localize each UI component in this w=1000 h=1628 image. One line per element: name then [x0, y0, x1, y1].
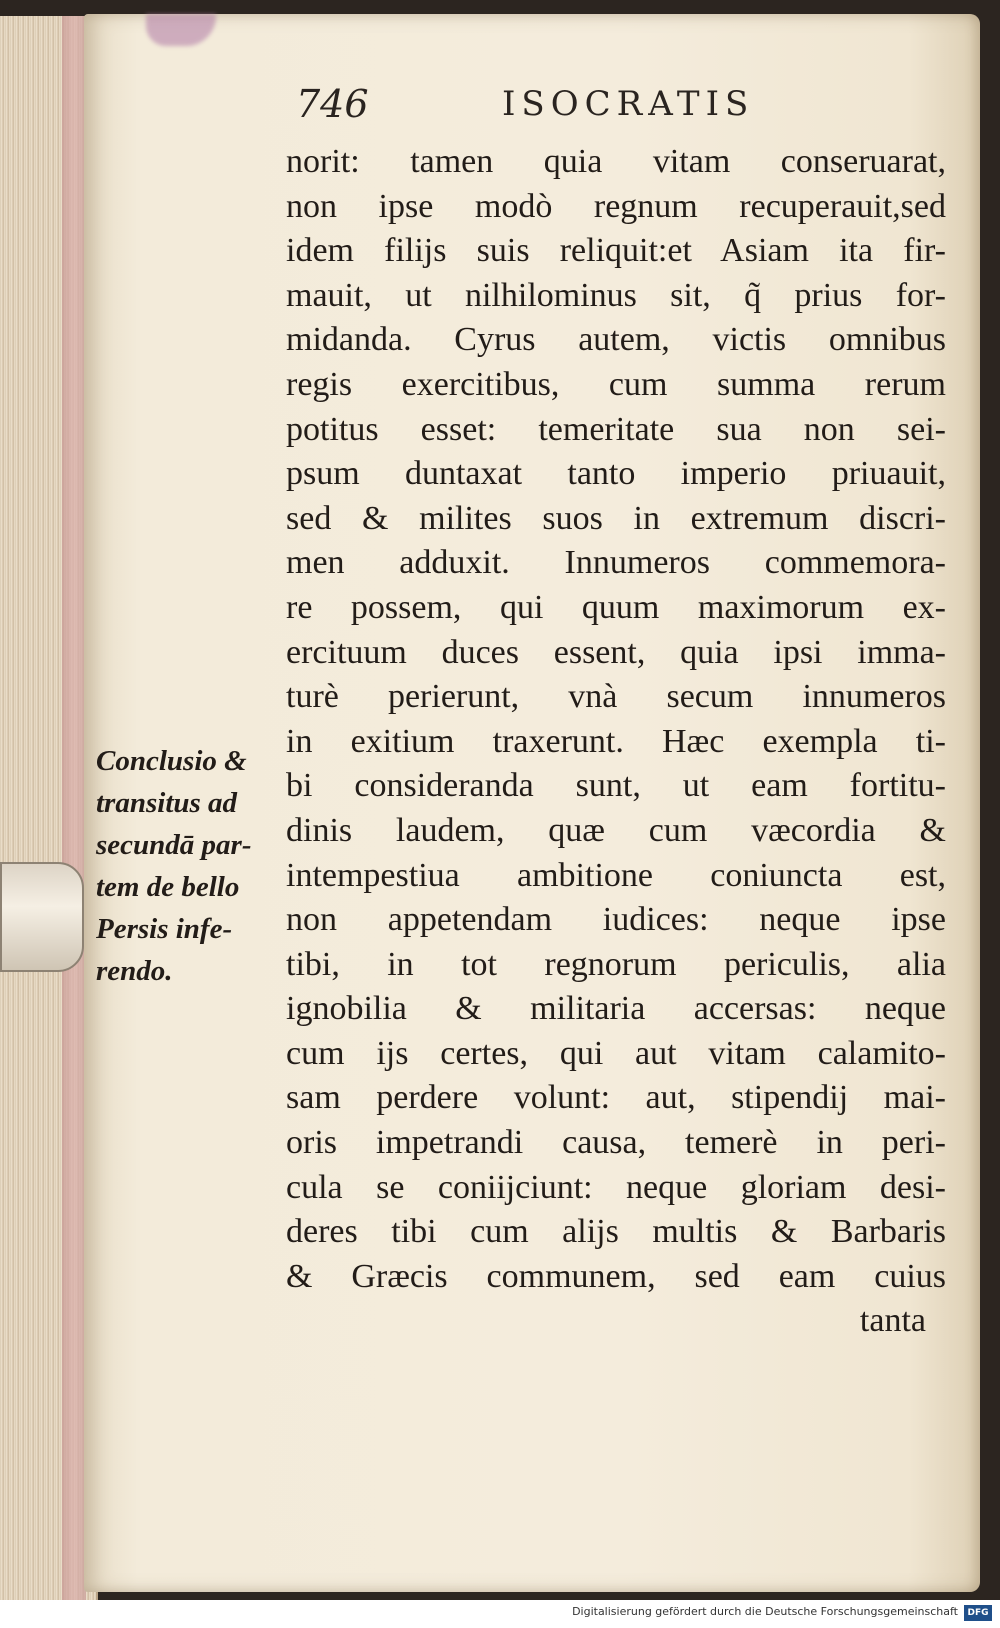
marginal-note-line: tem de bello	[96, 871, 240, 903]
text-line: non appetendam iudices: neque ipse	[286, 901, 946, 939]
text-line: deres tibi cum alijs multis & Barbaris	[286, 1213, 946, 1251]
text-line: non ipse modò regnum recuperauit,sed	[286, 187, 946, 225]
text-line: regis exercitibus, cum summa rerum	[286, 365, 946, 403]
text-line: re possem, qui quum maximorum ex-	[286, 588, 946, 626]
catchword: tanta	[859, 1302, 926, 1340]
text-line: oris impetrandi causa, temerè in peri-	[286, 1124, 946, 1162]
marginal-note-line: rendo.	[96, 955, 173, 987]
text-line: mauit, ut nilhilominus sit, q̃ prius for-	[286, 276, 946, 314]
dfg-logo: DFG	[964, 1605, 992, 1621]
text-line: sed & milites suos in extremum discri-	[286, 499, 946, 537]
text-line: men adduxit. Innumeros commemora-	[286, 544, 946, 582]
marginal-note	[96, 740, 284, 992]
running-title: ISOCRATIS	[502, 84, 755, 124]
text-line: ignobilia & militaria accersas: neque	[286, 990, 946, 1028]
text-line: turè perierunt, vnà secum innumeros	[286, 678, 946, 716]
red-fore-edge	[62, 16, 86, 1600]
text-line: tibi, in tot regnorum periculis, alia	[286, 945, 946, 983]
text-line: bi consideranda sunt, ut eam fortitu-	[286, 767, 946, 805]
text-line: psum duntaxat tanto imperio priuauit,	[286, 455, 946, 493]
text-line: norit: tamen quia vitam conseruarat,	[286, 143, 946, 180]
text-line: dinis laudem, quæ cum væcordia &	[286, 811, 946, 849]
running-head	[296, 82, 936, 132]
text-line: intempestiua ambitione coniuncta est,	[286, 856, 946, 894]
text-line: idem filijs suis reliquit:et Asiam ita fir-	[286, 232, 946, 270]
marginal-note-line: Persis infe-	[96, 913, 233, 945]
text-line: sam perdere volunt: aut, stipendij mai-	[286, 1079, 946, 1117]
marginal-note-line: transitus ad	[96, 787, 238, 819]
text-line: ercituum duces essent, quia ipsi imma-	[286, 633, 946, 671]
text-line: & Græcis communem, sed eam cuius	[286, 1257, 946, 1295]
digitization-footer	[0, 1600, 1000, 1628]
marginal-note-line: Conclusio &	[96, 745, 247, 777]
text-line: cula se coniĳciunt: neque gloriam desi-	[286, 1168, 946, 1206]
marginal-note-line: secundā par-	[96, 829, 252, 861]
funding-credit: Digitalisierung gefördert durch die Deutsche Forschungsgemeinschaft	[572, 1605, 958, 1618]
text-line: potitus esset: temeritate sua non sei-	[286, 410, 946, 448]
page-number: 746	[296, 82, 369, 126]
text-line: midanda. Cyrus autem, victis omnibus	[286, 321, 946, 359]
text-line: in exitium traxerunt. Hæc exempla ti-	[286, 722, 946, 760]
text-line: cum ijs certes, qui aut vitam calamito-	[286, 1034, 946, 1072]
page-clasp	[0, 862, 84, 972]
body-text	[286, 140, 946, 1344]
